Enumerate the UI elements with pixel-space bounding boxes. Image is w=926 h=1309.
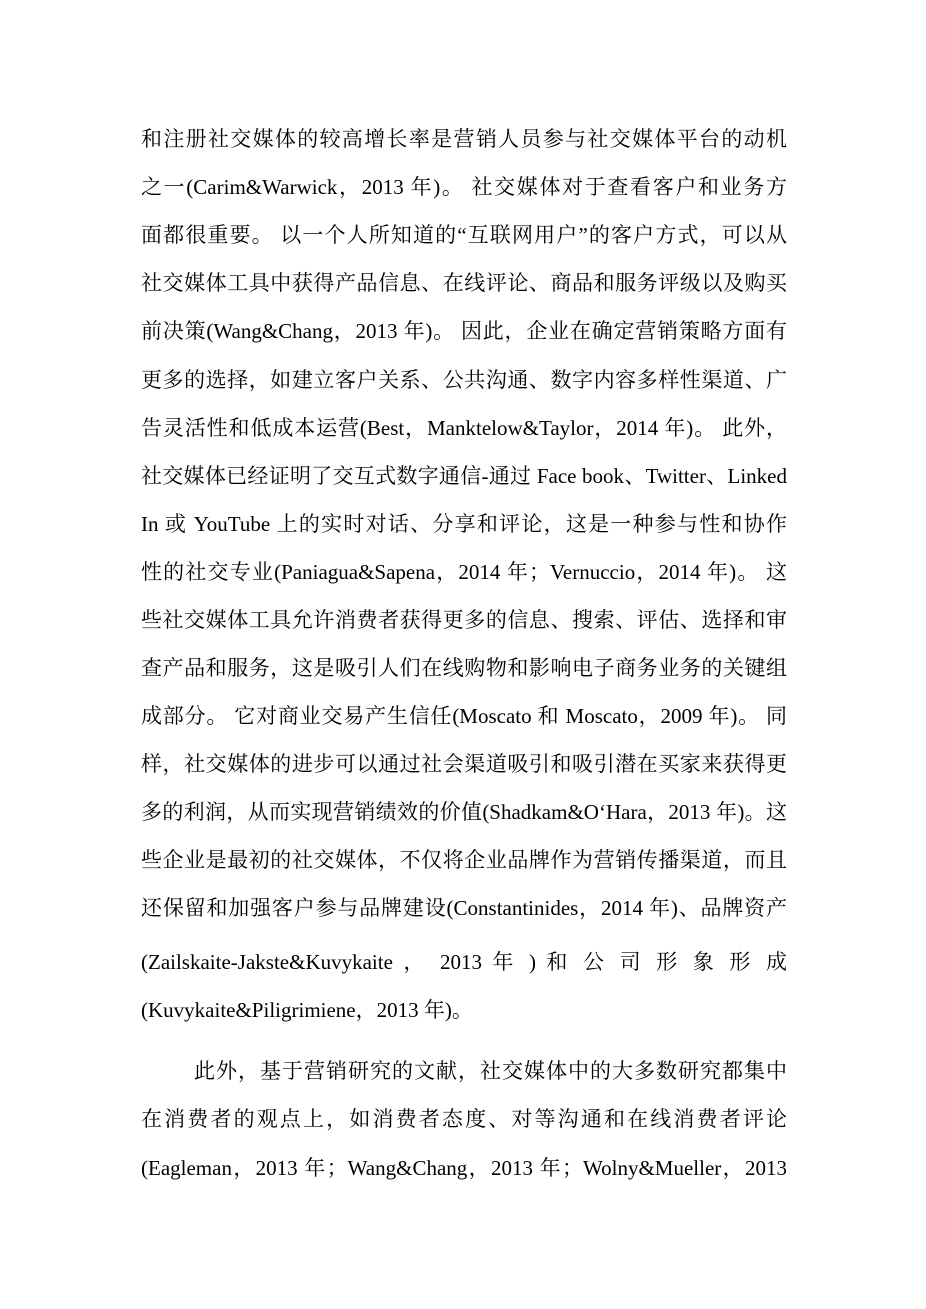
text-line: 在消费者的观点上，如消费者态度、对等沟通和在线消费者评论: [141, 1107, 787, 1131]
text-line: 样，社交媒体的进步可以通过社会渠道吸引和吸引潜在买家来获得更: [141, 752, 787, 776]
text-line: 前决策(Wang&Chang，2013 年)。 因此，企业在确定营销策略方面有: [141, 319, 787, 343]
text-line: 成部分。 它对商业交易产生信任(Moscato 和 Moscato，2009 年)。 同: [141, 704, 787, 728]
text-line: 多的利润，从而实现营销绩效的价值(Shadkam&O‘Hara，2013 年)。这: [141, 800, 787, 824]
text-line: 和注册社交媒体的较高增长率是营销人员参与社交媒体平台的动机: [141, 127, 787, 151]
text-line: (Kuvykaite&Piligrimiene，2013 年)。: [141, 998, 473, 1022]
text-line: 此外，基于营销研究的文献，社交媒体中的大多数研究都集中: [194, 1059, 787, 1083]
text-line: 些社交媒体工具允许消费者获得更多的信息、搜索、评估、选择和审: [141, 608, 787, 632]
text-line: 查产品和服务，这是吸引人们在线购物和影响电子商务业务的关键组: [141, 656, 787, 680]
text-line: 社交媒体已经证明了交互式数字通信-通过 Face book、Twitter、Linked: [141, 464, 787, 488]
text-line: 之一(Carim&Warwick，2013 年)。 社交媒体对于查看客户和业务方: [141, 175, 787, 199]
text-line: 告灵活性和低成本运营(Best，Manktelow&Taylor，2014 年)。 此外，: [141, 416, 787, 440]
text-line: 社交媒体工具中获得产品信息、在线评论、商品和服务评级以及购买: [141, 271, 787, 295]
text-line: 性的社交专业(Paniagua&Sapena，2014 年；Vernuccio，2014 年)。 这: [141, 560, 787, 584]
text-line: In 或 YouTube 上的实时对话、分享和评论，这是一种参与性和协作: [141, 512, 787, 536]
text-line: (Zailskaite-Jakste&Kuvykaite ， 2013 年 ) 和 公 司 形 象 形 成: [141, 950, 787, 974]
text-line: 还保留和加强客户参与品牌建设(Constantinides，2014 年)、品牌资产: [141, 896, 787, 920]
text-line: 更多的选择，如建立客户关系、公共沟通、数字内容多样性渠道、广: [141, 368, 787, 392]
text-line: 面都很重要。 以一个人所知道的“互联网用户”的客户方式，可以从: [141, 223, 787, 247]
text-line: (Eagleman，2013 年；Wang&Chang，2013 年；Wolny&Mueller，2013: [141, 1156, 787, 1180]
text-line: 些企业是最初的社交媒体，不仅将企业品牌作为营销传播渠道，而且: [141, 848, 787, 872]
